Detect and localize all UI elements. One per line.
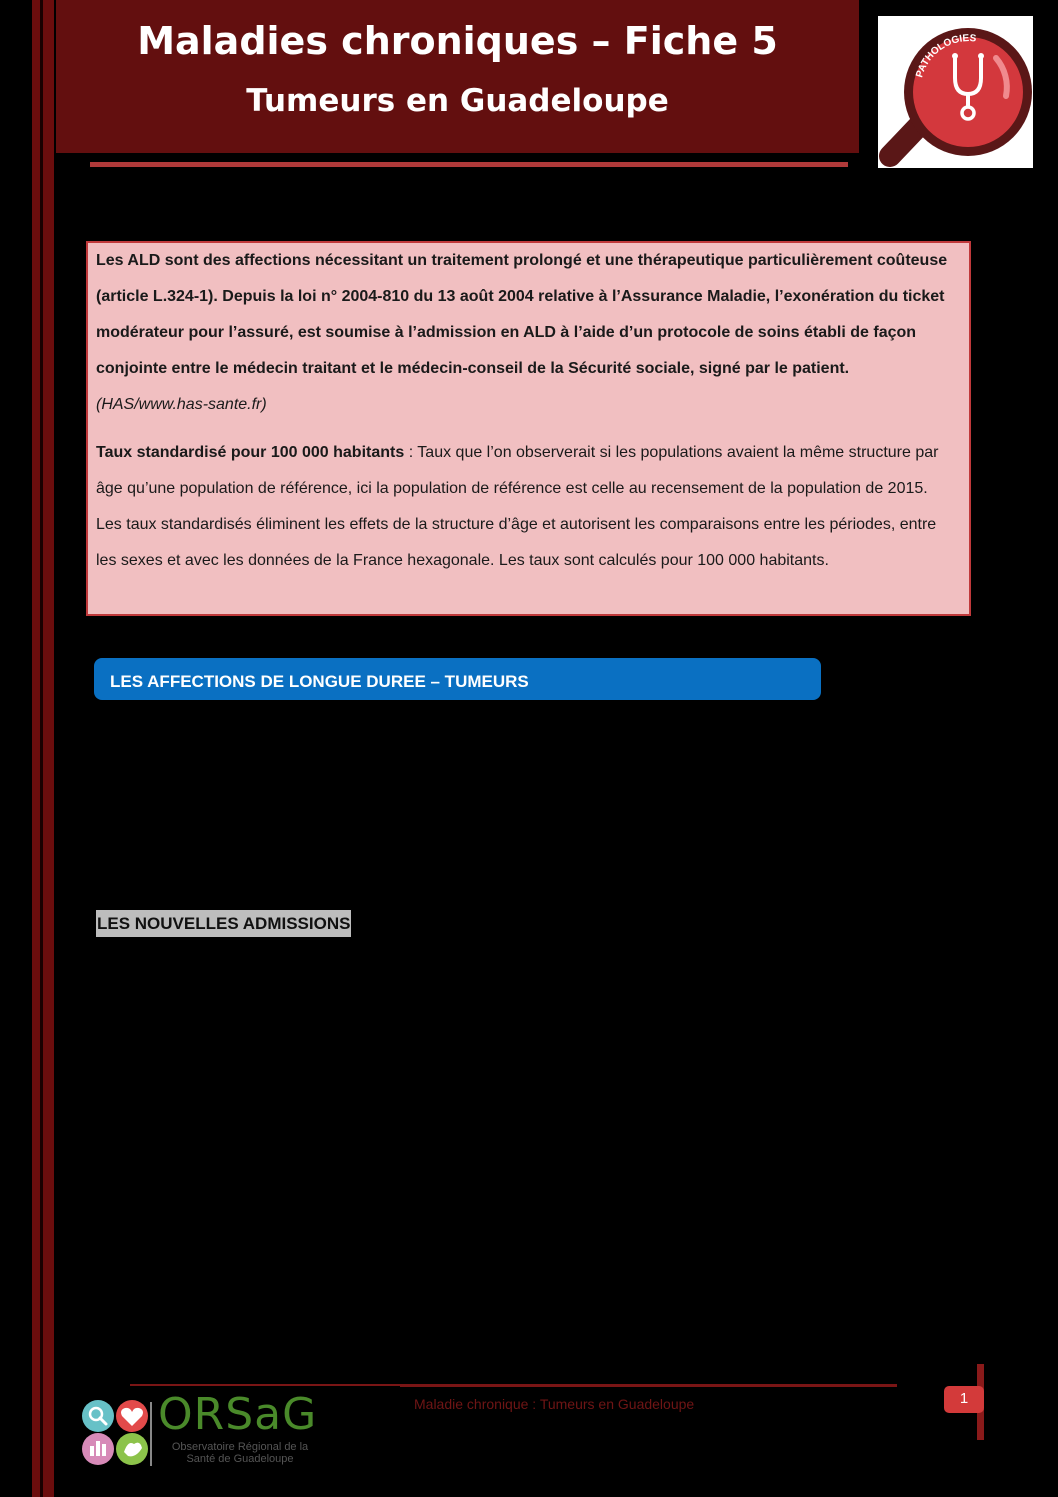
ald-definition <box>96 243 957 423</box>
footer-rule-secondary <box>400 1386 897 1387</box>
footer-running-title: Maladie chronique : Tumeurs en Guadeloupe <box>414 1396 695 1412</box>
page-number: 1 <box>944 1386 984 1413</box>
section-banner-ald: LES AFFECTIONS DE LONGUE DUREE – TUMEURS <box>94 658 821 700</box>
ald-definition-text: Les ALD sont des affections nécessitant un traitement prolongé et une thérapeutique particulièrement coûteuse (article L.324-1). Depuis la loi n° 2004-810 du 13 août 2004 relative à l’Assurance Maladie, l’exonération du ticket modérateur pour l’assuré, est soumise à l’admission en ALD à l’aide d’un protocole de soins établi de façon conjointe entre le médecin traitant et le médecin-conseil de la Sécurité sociale, signé par le patient. <box>96 252 948 377</box>
magnifier-stethoscope-icon <box>878 16 1033 168</box>
pathologies-logo <box>878 16 1033 168</box>
left-stripe-line <box>40 0 43 1497</box>
rate-term: Taux standardisé pour 100 000 habitants <box>96 444 405 461</box>
header-band <box>56 0 859 153</box>
orsag-wordmark: ORSaG <box>158 1389 318 1440</box>
header-rule <box>90 162 848 167</box>
left-decorative-stripe <box>32 0 54 1497</box>
ald-definition-box <box>86 241 971 616</box>
page-title: Maladies chroniques – Fiche 5 <box>137 19 778 63</box>
subsection-new-admissions: LES NOUVELLES ADMISSIONS <box>96 910 351 937</box>
page-subtitle: Tumeurs en Guadeloupe <box>246 83 669 119</box>
orsag-fullname: Observatoire Régional de la Santé de Guadeloupe <box>171 1441 309 1465</box>
badge-text: PATHOLOGIES <box>914 32 977 79</box>
ald-source: (HAS/www.has-sante.fr) <box>96 396 267 413</box>
rate-definition-text: : Taux que l’on observerait si les populations avaient la même structure par âge qu’une population de référence, ici la population de référence est celle au recensement de la population de 2015. Les taux standardisés éliminent les effets de la structure d’âge et autorisent les comparaisons entre les périodes, entre les sexes et avec les données de la France hexagonale. Les taux sont calculés pour 100 000 habitants. <box>96 444 939 569</box>
orsag-separator <box>150 1402 152 1466</box>
rate-definition <box>96 435 957 579</box>
